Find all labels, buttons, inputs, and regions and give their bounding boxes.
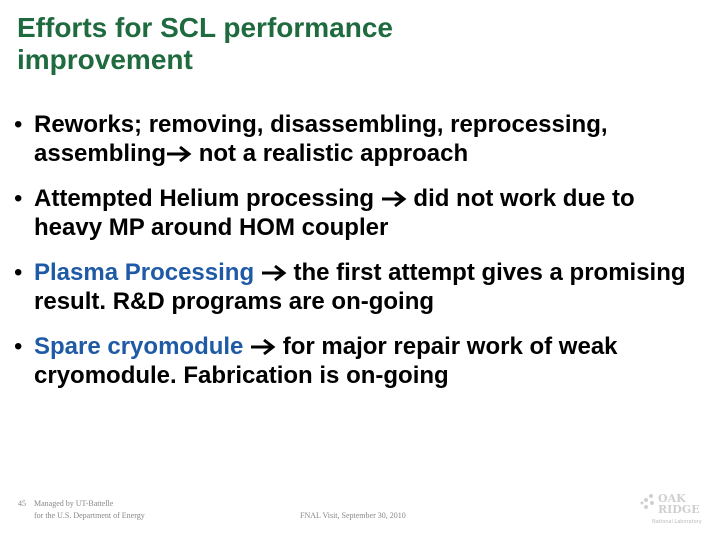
managed-by-line1: Managed by UT-Battelle (34, 499, 114, 508)
bullet-highlight: Plasma Processing (34, 259, 255, 286)
bullet-text: Reworks; removing, disassembling, reprocessing, assembling (34, 111, 608, 167)
bullet-text: Attempted Helium processing (34, 185, 381, 212)
oak-ridge-logo-icon (638, 490, 708, 528)
slide-title-line2: improvement (17, 44, 193, 75)
logo-ridge: RIDGE (658, 503, 700, 516)
managed-by-text (34, 498, 145, 522)
bullet-dot: • (14, 259, 23, 286)
slide-title (17, 12, 637, 76)
bullet-text-after-arrow: not a realistic approach (192, 140, 469, 167)
bullet-dot: • (14, 333, 23, 360)
bullet-text-after-arrow: did not work due to heavy MP around HOM coupler (34, 185, 635, 241)
slide-title-line1: Efforts for SCL performance (17, 12, 393, 43)
bullet-item-spare-cryomodule (14, 332, 694, 390)
bullet-text (243, 333, 250, 360)
page-number: 45 (18, 499, 26, 508)
logo-oak: OAK (658, 492, 686, 505)
bullet-text-after-arrow: for major repair work of weak cryomodule. Fabrication is on-going (34, 333, 618, 389)
bullet-item-plasma (14, 258, 694, 316)
bullet-dot: • (14, 111, 23, 138)
right-arrow-icon (166, 145, 192, 163)
bullet-highlight: Spare cryomodule (34, 333, 244, 360)
bullet-text (254, 259, 261, 286)
bullet-list (14, 110, 694, 406)
event-footer: FNAL Visit, September 30, 2010 (300, 511, 406, 520)
bullet-item-reworks (14, 110, 694, 168)
right-arrow-icon (381, 190, 407, 208)
bullet-item-helium (14, 184, 694, 242)
logo-national-laboratory: National Laboratory (652, 519, 702, 525)
right-arrow-icon (250, 338, 276, 356)
right-arrow-icon (261, 264, 287, 282)
bullet-text-after-arrow: the first attempt gives a promising result. R&D programs are on-going (34, 259, 686, 315)
bullet-dot: • (14, 185, 23, 212)
managed-by-line2: for the U.S. Department of Energy (34, 511, 145, 520)
